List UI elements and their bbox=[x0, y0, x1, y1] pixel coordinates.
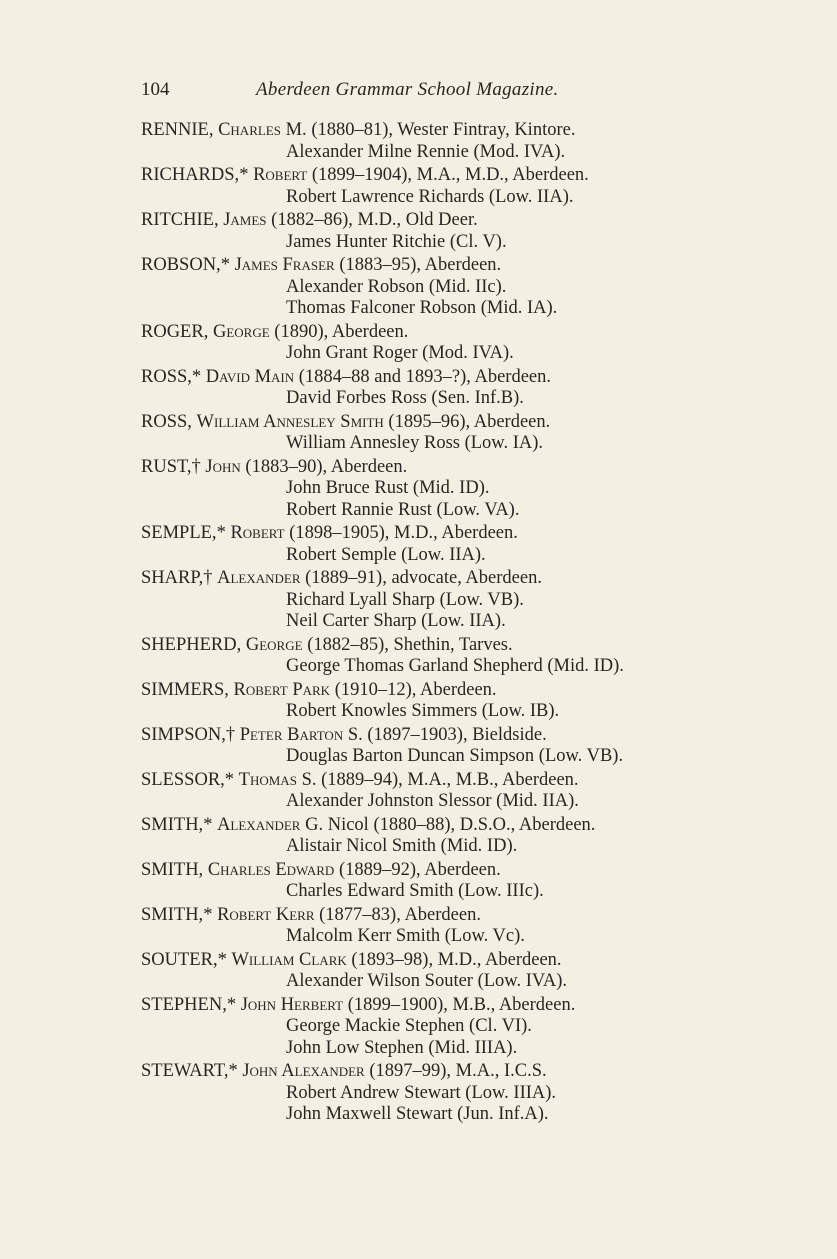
son-name: Robert Knowles Simmers (Low. IB). bbox=[286, 701, 560, 721]
son-name: Thomas Falconer Robson (Mid. IA). bbox=[286, 298, 558, 318]
given-names: William Clark bbox=[231, 949, 347, 970]
entry-mark: * bbox=[217, 949, 227, 970]
son-name: John Low Stephen (Mid. IIIA). bbox=[286, 1037, 518, 1058]
entry-mark: * bbox=[203, 814, 213, 835]
given-names: James bbox=[223, 210, 267, 230]
entry-mark: * bbox=[220, 255, 230, 275]
surname: ROSS, bbox=[141, 411, 192, 432]
entry-heading bbox=[141, 568, 721, 590]
entry-heading bbox=[141, 635, 721, 657]
entry-details: (1899–1900), M.B., Aberdeen. bbox=[343, 994, 576, 1015]
entry-details: G. Nicol (1880–88), D.S.O., Aberdeen. bbox=[300, 814, 596, 835]
son-name: James Hunter Ritchie (Cl. V). bbox=[286, 231, 507, 252]
surname: SEMPLE, bbox=[141, 523, 217, 543]
entry-heading bbox=[141, 165, 721, 187]
roll-entry bbox=[141, 165, 721, 208]
son-name: Richard Lyall Sharp (Low. VB). bbox=[286, 589, 524, 610]
roll-entry bbox=[141, 770, 721, 813]
son-name: Neil Carter Sharp (Low. IIA). bbox=[286, 611, 506, 631]
roll-entry bbox=[141, 120, 721, 163]
magazine-title: Aberdeen Grammar School Magazine. bbox=[256, 79, 559, 100]
son-name: Robert Lawrence Richards (Low. IIA). bbox=[286, 186, 574, 207]
entry-heading bbox=[141, 120, 721, 142]
entry-details: (1883–90), Aberdeen. bbox=[240, 456, 408, 477]
page-number: 104 bbox=[141, 79, 170, 100]
son-name: William Annesley Ross (Low. IA). bbox=[286, 433, 544, 453]
son-name: George Mackie Stephen (Cl. VI). bbox=[286, 1016, 532, 1036]
entry-details: (1890), Aberdeen. bbox=[269, 321, 409, 342]
entry-details: (1884–88 and 1893–?), Aberdeen. bbox=[294, 366, 552, 387]
entry-heading bbox=[141, 860, 721, 882]
entry-details: (1882–86), M.D., Old Deer. bbox=[266, 210, 478, 230]
given-names: George bbox=[245, 634, 303, 655]
entry-heading bbox=[141, 210, 721, 232]
surname: ROBSON, bbox=[141, 255, 221, 275]
son-name: Douglas Barton Duncan Simpson (Low. VB). bbox=[286, 746, 624, 766]
entry-details: (1877–83), Aberdeen. bbox=[314, 904, 481, 925]
entry-mark: * bbox=[203, 904, 213, 925]
son-name: Alistair Nicol Smith (Mid. ID). bbox=[286, 836, 518, 856]
roll-entry bbox=[141, 322, 721, 365]
entry-mark: * bbox=[226, 994, 237, 1015]
entry-details: (1895–96), Aberdeen. bbox=[383, 411, 551, 432]
entry-heading bbox=[141, 322, 721, 344]
entry-heading bbox=[141, 680, 721, 702]
entry-details: (1889–91), advocate, Aberdeen. bbox=[300, 568, 542, 588]
given-names: Robert Park bbox=[233, 679, 331, 700]
roll-entry bbox=[141, 905, 721, 948]
entry-heading bbox=[141, 523, 721, 545]
entry-details: (1882–85), Shethin, Tarves. bbox=[302, 634, 513, 655]
entry-mark: * bbox=[228, 1061, 238, 1081]
entry-details: (1883–95), Aberdeen. bbox=[334, 255, 502, 275]
given-names: Charles Edward bbox=[207, 859, 335, 880]
son-name: Charles Edward Smith (Low. IIIc). bbox=[286, 881, 544, 901]
son-name: Robert Semple (Low. IIA). bbox=[286, 544, 486, 565]
surname: SLESSOR, bbox=[141, 769, 225, 790]
entry-details: (1897–99), M.A., I.C.S. bbox=[364, 1061, 547, 1081]
roll-entry bbox=[141, 1061, 721, 1126]
entry-heading bbox=[141, 905, 721, 927]
given-names: Thomas bbox=[238, 769, 297, 790]
surname: SMITH, bbox=[141, 904, 204, 925]
entry-heading bbox=[141, 457, 721, 479]
surname: RICHARDS, bbox=[141, 165, 240, 185]
entry-details: (1893–98), M.D., Aberdeen. bbox=[346, 949, 562, 970]
given-names: Peter Barton bbox=[239, 724, 344, 745]
entry-mark: * bbox=[224, 769, 235, 790]
surname: ROGER, bbox=[141, 321, 209, 342]
roll-entry bbox=[141, 457, 721, 522]
son-name: Malcolm Kerr Smith (Low. Vc). bbox=[286, 926, 525, 946]
given-names: Alexander bbox=[217, 568, 301, 588]
son-name: Robert Andrew Stewart (Low. IIIA). bbox=[286, 1082, 557, 1103]
entry-details: S. (1897–1903), Bieldside. bbox=[343, 724, 547, 745]
roll-entry bbox=[141, 680, 721, 723]
entry-heading bbox=[141, 770, 721, 792]
surname: SHARP, bbox=[141, 568, 204, 588]
roll-entry bbox=[141, 255, 721, 320]
given-names: John Alexander bbox=[242, 1061, 365, 1081]
entry-details: (1899–1904), M.A., M.D., Aberdeen. bbox=[307, 165, 589, 185]
son-name: Robert Rannie Rust (Low. VA). bbox=[286, 499, 520, 520]
roll-entry bbox=[141, 995, 721, 1060]
surname: STEWART, bbox=[141, 1061, 229, 1081]
given-names: John Herbert bbox=[240, 994, 344, 1015]
given-names: Charles M. bbox=[218, 120, 307, 140]
roll-entry bbox=[141, 725, 721, 768]
given-names: David Main bbox=[205, 366, 295, 387]
roll-entry bbox=[141, 412, 721, 455]
roll-entry bbox=[141, 860, 721, 903]
roll-entry bbox=[141, 523, 721, 566]
surname: RENNIE, bbox=[141, 120, 214, 140]
entry-details: (1889–92), Aberdeen. bbox=[334, 859, 501, 880]
roll-entries bbox=[141, 120, 721, 1128]
given-names: John bbox=[205, 456, 241, 477]
given-names: Robert Kerr bbox=[217, 904, 315, 925]
surname: RITCHIE, bbox=[141, 210, 219, 230]
son-name: Alexander Milne Rennie (Mod. IVA). bbox=[286, 141, 566, 162]
son-name: Alexander Johnston Slessor (Mid. IIA). bbox=[286, 791, 579, 811]
entry-heading bbox=[141, 725, 721, 747]
surname: ROSS, bbox=[141, 366, 192, 387]
son-name: Alexander Robson (Mid. IIc). bbox=[286, 276, 507, 297]
given-names: William Annesley Smith bbox=[196, 411, 384, 432]
son-name: David Forbes Ross (Sen. Inf.B). bbox=[286, 388, 524, 408]
given-names: James Fraser bbox=[234, 255, 335, 275]
son-name: John Maxwell Stewart (Jun. Inf.A). bbox=[286, 1104, 549, 1124]
given-names: George bbox=[212, 321, 270, 342]
entry-details: (1880–81), Wester Fintray, Kintore. bbox=[306, 120, 576, 140]
entry-details: S. (1889–94), M.A., M.B., Aberdeen. bbox=[296, 769, 579, 790]
given-names: Robert bbox=[230, 523, 285, 543]
roll-entry bbox=[141, 815, 721, 858]
entry-heading bbox=[141, 367, 721, 389]
entry-mark: * bbox=[239, 165, 249, 185]
given-names: Robert bbox=[253, 165, 308, 185]
entry-mark: * bbox=[216, 523, 226, 543]
roll-entry bbox=[141, 568, 721, 633]
son-name: John Grant Roger (Mod. IVA). bbox=[286, 343, 514, 363]
surname: SHEPHERD, bbox=[141, 634, 242, 655]
entry-details: (1898–1905), M.D., Aberdeen. bbox=[284, 523, 518, 543]
entry-mark: * bbox=[191, 366, 202, 387]
surname: SMITH, bbox=[141, 814, 204, 835]
roll-entry bbox=[141, 635, 721, 678]
roll-entry bbox=[141, 950, 721, 993]
son-name: John Bruce Rust (Mid. ID). bbox=[286, 478, 490, 498]
surname: SOUTER, bbox=[141, 949, 218, 970]
son-name: George Thomas Garland Shepherd (Mid. ID). bbox=[286, 656, 624, 676]
surname: SMITH, bbox=[141, 859, 204, 880]
given-names: Alexander bbox=[217, 814, 301, 835]
surname: SIMMERS, bbox=[141, 679, 229, 700]
entry-details: (1910–12), Aberdeen. bbox=[330, 679, 497, 700]
entry-heading bbox=[141, 815, 721, 837]
entry-mark: † bbox=[203, 568, 213, 588]
entry-heading bbox=[141, 1061, 721, 1083]
roll-entry bbox=[141, 367, 721, 410]
roll-entry bbox=[141, 210, 721, 253]
surname: RUST, bbox=[141, 456, 192, 477]
entry-heading bbox=[141, 950, 721, 972]
entry-heading bbox=[141, 995, 721, 1017]
surname: STEPHEN, bbox=[141, 994, 227, 1015]
surname: SIMPSON, bbox=[141, 724, 226, 745]
entry-heading bbox=[141, 255, 721, 277]
entry-mark: † bbox=[225, 724, 236, 745]
entry-mark: † bbox=[191, 456, 201, 477]
son-name: Alexander Wilson Souter (Low. IVA). bbox=[286, 971, 567, 991]
entry-heading bbox=[141, 412, 721, 434]
